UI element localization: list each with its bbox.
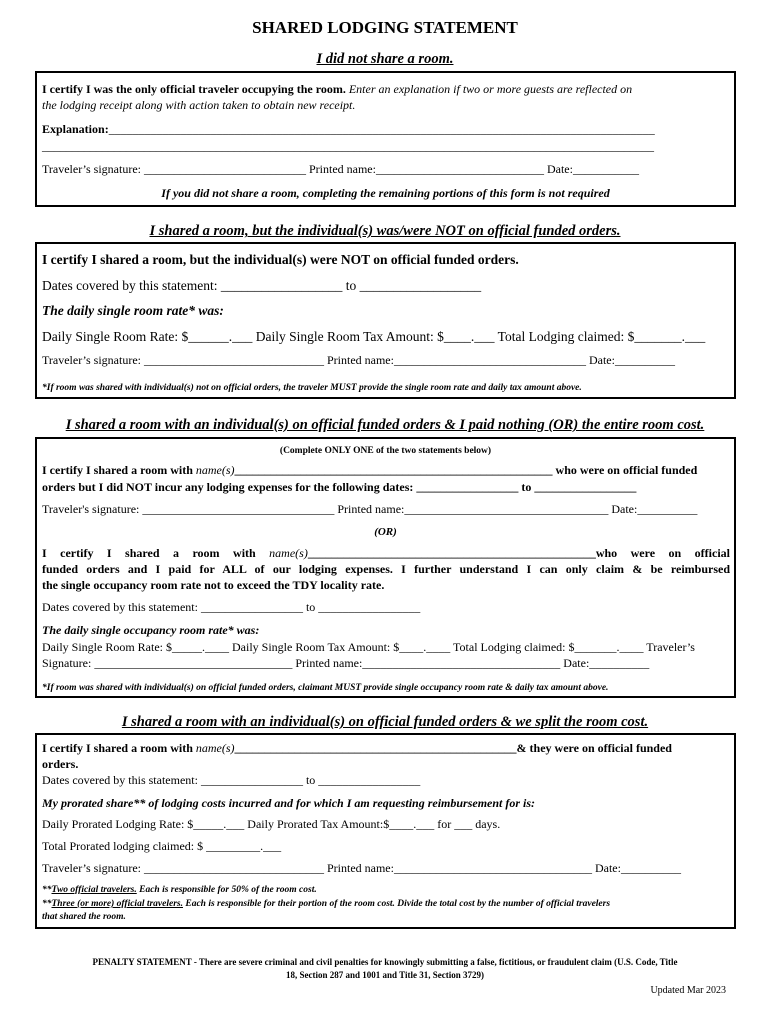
section2-rate-heading: The daily single room rate* was: <box>42 303 224 318</box>
section4-note2 <box>42 897 610 912</box>
section1-explanation[interactable] <box>42 122 655 137</box>
explanation-label: Explanation: <box>42 122 109 136</box>
section2-signature-line[interactable]: Traveler’s signature: ______________________________ Printed name:________________________________ Date:__________ <box>42 353 675 367</box>
section4-line1[interactable] <box>42 741 672 756</box>
explanation-line-2[interactable]: ______________________________________________________________________________________________________ <box>42 139 654 153</box>
section2-dates[interactable]: Dates covered by this statement: __________________ to __________________ <box>42 278 482 293</box>
section4-rates[interactable]: Daily Prorated Lodging Rate: $_____.___ Daily Prorated Tax Amount:$____.___ for ___ days. <box>42 817 501 831</box>
section4-names-field[interactable]: _______________________________________________& they were on official funded <box>234 741 672 755</box>
section2-footnote: *If room was shared with individual(s) not on official orders, the traveler MUST provide the single room rate and daily tax amount above. <box>42 383 582 393</box>
updated-date: Updated Mar 2023 <box>650 985 726 996</box>
section3-footnote: *If room was shared with individual(s) on official funded orders, claimant MUST provide single occupancy room rate & daily tax amount above. <box>42 683 609 693</box>
penalty-statement-line1: PENALTY STATEMENT - There are severe criminal and civil penalties for knowingly submitting a false, fictitious, or fraudulent claim (U.S. Code, Title <box>92 957 678 967</box>
section1-certify-italic-2: the lodging receipt along with action taken to obtain new receipt. <box>42 98 356 112</box>
section3-b-line3: the single occupancy room rate not to exceed the TDY locality rate. <box>42 578 385 592</box>
form-title: SHARED LODGING STATEMENT <box>252 18 518 37</box>
section4-note2-pre: ** <box>42 899 52 909</box>
section4-note2-underlined: Three (or more) official travelers. <box>51 899 183 909</box>
section2-heading: I shared a room, but the individual(s) was/were NOT on official funded orders. <box>149 223 621 239</box>
section1-heading: I did not share a room. <box>316 51 454 67</box>
section1-note: If you did not share a room, completing the remaining portions of this form is not required <box>161 186 610 200</box>
section4-line2: orders. <box>42 757 79 771</box>
section3-b-line2: funded orders and I paid for ALL of our lodging expenses. I further understand I can only claim & be reimbursed <box>42 562 730 576</box>
section4-note1-underlined: Two official travelers. <box>51 885 137 895</box>
section3-or: (OR) <box>374 526 397 538</box>
section4-note1-post: Each is responsible for 50% of the room cost. <box>136 885 317 895</box>
section1-certify <box>42 82 632 97</box>
section4-heading: I shared a room with an individual(s) on official funded orders & we split the room cost. <box>121 714 649 730</box>
section4-share-heading: My prorated share** of lodging costs incurred and for which I am requesting reimbursement for is: <box>42 796 536 810</box>
section4-note2-post: Each is responsible for their portion of the room cost. Divide the total cost by the number of official travelers <box>182 899 611 909</box>
section1-certify-italic: Enter an explanation if two or more guests are reflected on <box>348 82 633 96</box>
section2-certify: I certify I shared a room, but the individual(s) were NOT on official funded orders. <box>42 252 519 267</box>
section1-certify-bold: I certify I was the only official traveler occupying the room. <box>42 82 346 96</box>
section4-total[interactable]: Total Prorated lodging claimed: $ _________.___ <box>42 839 282 853</box>
section2-rates[interactable]: Daily Single Room Rate: $______.___ Daily Single Room Tax Amount: $____.___ Total Lodging claimed: $_______.___ <box>42 329 706 344</box>
section3-a-names-label: name(s) <box>195 463 235 477</box>
section3-instruction: (Complete ONLY ONE of the two statements below) <box>279 446 492 456</box>
explanation-line-1[interactable]: ___________________________________________________________________________________________ <box>108 122 655 136</box>
penalty-statement-line2: 18, Section 287 and 1001 and Title 31, Section 3729) <box>286 970 484 980</box>
section3-b-names-label: name(s) <box>269 546 308 560</box>
section3-a-names-field[interactable]: _____________________________________________________ who were on official funded <box>234 463 698 477</box>
section4-line1-pre: I certify I shared a room with <box>42 741 196 755</box>
section3-heading: I shared a room with an individual(s) on official funded orders & I paid nothing (OR) the entire room cost. <box>65 417 705 433</box>
section4-note1 <box>42 883 317 898</box>
section4-note2-line2: that shared the room. <box>42 912 126 922</box>
section3-a-line2[interactable]: orders but I did NOT incur any lodging expenses for the following dates: _________________ to _________________ <box>42 480 637 494</box>
section3-dates[interactable]: Dates covered by this statement: _________________ to _________________ <box>42 600 421 614</box>
section3-signature-line[interactable]: Signature: _________________________________ Printed name:_________________________________ Date:__________ <box>42 656 650 670</box>
section3-rate-heading: The daily single occupancy room rate* was: <box>42 623 260 637</box>
section3-b-line1-pre: I certify I shared a room with <box>42 546 270 560</box>
section3-a-signature[interactable]: Traveler's signature: ________________________________ Printed name:__________________________________ Date:__________ <box>42 502 698 516</box>
section3-rates[interactable]: Daily Single Room Rate: $_____.____ Daily Single Room Tax Amount: $____.____ Total Lodging claimed: $_______.____ Traveler’s <box>42 640 695 654</box>
section4-names-label: name(s) <box>195 741 235 755</box>
section3-b-line1[interactable] <box>42 546 730 561</box>
section1-signature-line[interactable]: Traveler’s signature: ___________________________ Printed name:____________________________ Date:___________ <box>42 162 639 176</box>
section3-a-line1-pre: I certify I shared a room with <box>42 463 196 477</box>
section4-dates[interactable]: Dates covered by this statement: _________________ to _________________ <box>42 773 421 787</box>
section3-b-names-field[interactable]: ________________________________________________who were on official <box>307 546 731 560</box>
section4-note1-pre: ** <box>42 885 52 895</box>
section4-signature-line[interactable]: Traveler’s signature: ______________________________ Printed name:_________________________________ Date:__________ <box>42 861 681 875</box>
section3-a-line1[interactable] <box>42 463 730 478</box>
